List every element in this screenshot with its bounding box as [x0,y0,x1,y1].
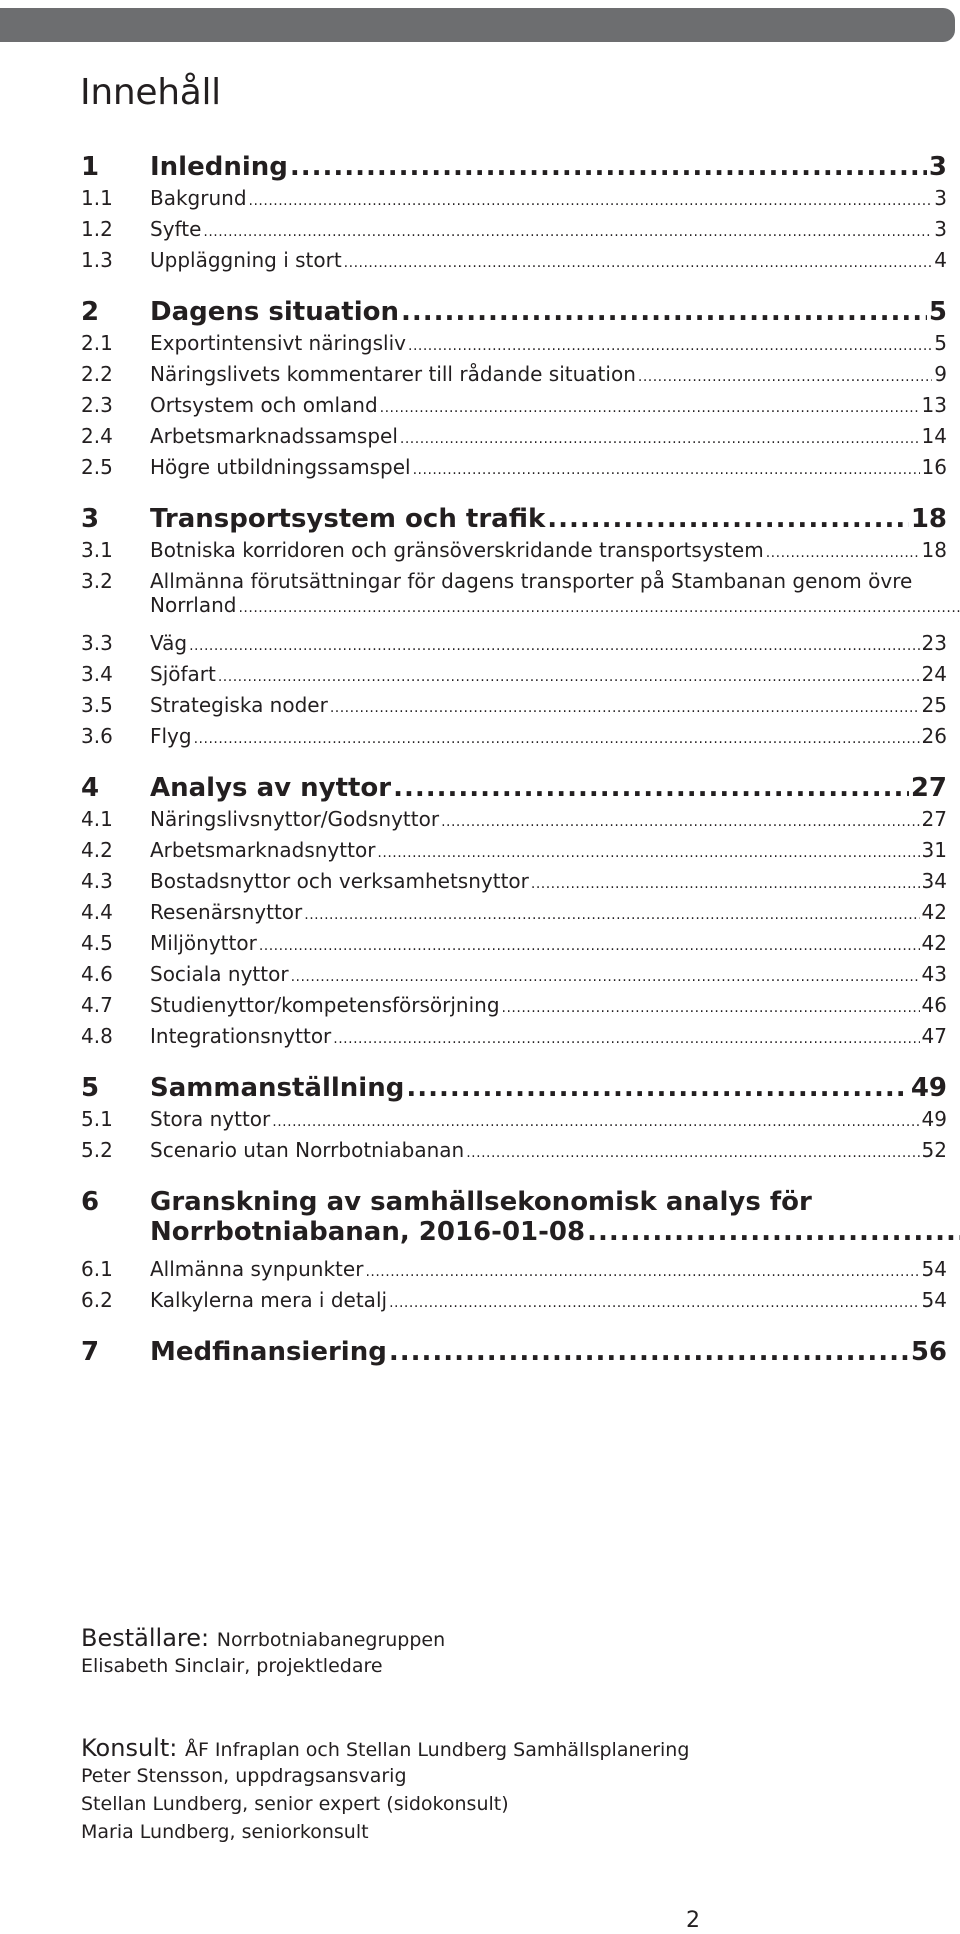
page-number: 27 [921,807,947,831]
toc-chapter[interactable] [81,1187,947,1257]
page-number: 31 [921,838,947,862]
page-number: 56 [910,1337,947,1367]
section-number: 3.1 [81,538,113,562]
toc-chapter[interactable] [81,1073,947,1107]
section-title: Bostadsnyttor och verksamhetsnyttor [150,869,529,893]
section-number: 4.4 [81,900,113,924]
section-title: Näringslivsnyttor/Godsnyttor [150,807,440,831]
dot-leader [333,1031,919,1047]
section-number: 4.5 [81,931,113,955]
toc-section[interactable] [81,217,947,248]
consultant-person: Maria Lundberg, seniorkonsult [81,1821,369,1843]
dot-leader [290,152,927,182]
dot-leader [344,255,933,271]
section-number: 4.8 [81,1024,113,1048]
section-title: Näringslivets kommentarer till rådande situation [150,362,636,386]
page-number: 26 [921,724,947,748]
section-number: 5.1 [81,1107,113,1131]
toc-section[interactable] [81,186,947,217]
chapter-title: Transportsystem och trafik [150,504,546,534]
section-title: Miljönyttor [150,931,257,955]
table-of-contents [81,152,947,1371]
chapter-title: Medfinansiering [150,1337,387,1367]
page-number: 34 [921,869,947,893]
page-number: 47 [921,1024,947,1048]
chapter-title: Inledning [150,152,288,182]
dot-leader [389,1337,909,1367]
chapter-number: 3 [81,504,100,534]
section-title: Allmänna synpunkter [150,1257,364,1281]
page-number: 13 [921,393,947,417]
section-number: 3.3 [81,631,113,655]
section-title: Uppläggning i stort [150,248,342,272]
section-title: Studienyttor/kompetensförsörjning [150,993,500,1017]
page-number: 5 [928,297,947,327]
dot-leader [365,1264,919,1280]
page-number: 3 [934,186,947,210]
dot-leader [638,369,932,385]
toc-section[interactable] [81,869,947,900]
toc-section[interactable] [81,900,947,931]
page-number: 54 [921,1257,947,1281]
page-number: 14 [921,424,947,448]
page-number: 43 [921,962,947,986]
page-number: 46 [921,993,947,1017]
section-number: 5.2 [81,1138,113,1162]
page-number: 3 [928,152,947,182]
dot-leader [380,400,920,416]
page-number: 23 [921,631,947,655]
dot-leader [218,669,920,685]
page-number: 16 [921,455,947,479]
chapter-number: 4 [81,773,100,803]
section-title: Ortsystem och omland [150,393,378,417]
dot-leader [272,1114,919,1130]
header-bar [0,8,955,42]
toc-section[interactable] [81,1257,947,1288]
section-number: 6.2 [81,1288,113,1312]
section-number: 2.5 [81,455,113,479]
toc-chapter[interactable] [81,297,947,331]
dot-leader [766,545,920,561]
page-number: 27 [910,773,947,803]
section-title: Allmänna förutsättningar för dagens transporter på Stambanan genom övre [150,569,913,593]
page-title: Innehåll [80,72,221,113]
toc-section[interactable] [81,1138,947,1169]
chapter-title: Granskning av samhällsekonomisk analys för [150,1187,812,1217]
chapter-title-continued: Norrbotniabanan, 2016-01-08 [150,1217,586,1247]
page-number: 3 [934,217,947,241]
chapter-number: 7 [81,1337,100,1367]
section-title: Syfte [150,217,202,241]
dot-leader [531,876,920,892]
consultant-name: ÅF Infraplan och Stellan Lundberg Samhällsplanering [184,1739,690,1761]
toc-section[interactable] [81,962,947,993]
dot-leader [189,638,919,654]
section-title: Arbetsmarknadsnyttor [150,838,376,862]
chapter-number: 2 [81,297,100,327]
page-number: 18 [921,538,947,562]
dot-leader [413,462,920,478]
page-number: 42 [921,931,947,955]
toc-chapter[interactable] [81,504,947,538]
consultant-person: Peter Stensson, uppdragsansvarig [81,1765,407,1787]
page-number: 5 [934,331,947,355]
page-number: 49 [921,1107,947,1131]
client-name: Norrbotniabanegruppen [216,1629,446,1651]
dot-leader [466,1145,919,1161]
consultant-person: Stellan Lundberg, senior expert (sidokonsult) [81,1793,509,1815]
chapter-number: 5 [81,1073,100,1103]
toc-section[interactable] [81,1107,947,1138]
dot-leader [249,193,933,209]
section-title: Botniska korridoren och gränsöverskridande transportsystem [150,538,764,562]
chapter-title: Dagens situation [150,297,399,327]
section-title: Flyg [150,724,192,748]
section-title: Väg [150,631,188,655]
section-number: 3.5 [81,693,113,717]
page-number: 42 [921,900,947,924]
toc-chapter[interactable] [81,773,947,807]
client-credits [81,1624,901,1680]
dot-leader [330,700,920,716]
client-person: Elisabeth Sinclair, projektledare [81,1655,383,1677]
dot-leader [400,431,920,447]
section-title: Resenärsnyttor [150,900,303,924]
section-number: 4.1 [81,807,113,831]
section-title: Bakgrund [150,186,247,210]
toc-section[interactable] [81,693,947,724]
consultant-role-label: Konsult: [81,1734,178,1762]
dot-leader [389,1295,919,1311]
page-number: 52 [921,1138,947,1162]
section-number: 2.3 [81,393,113,417]
dot-leader [547,504,909,534]
client-role-label: Beställare: [81,1624,210,1652]
section-title: Scenario utan Norrbotniabanan [150,1138,465,1162]
dot-leader [401,297,927,327]
toc-section[interactable] [81,838,947,869]
toc-section[interactable] [81,631,947,662]
page-number: 9 [934,362,947,386]
page-number: 24 [921,662,947,686]
toc-section[interactable] [81,662,947,693]
chapter-number: 6 [81,1187,100,1217]
section-number: 4.7 [81,993,113,1017]
section-title-continued: Norrland [150,593,237,617]
section-number: 4.3 [81,869,113,893]
dot-leader [408,338,932,354]
dot-leader [502,1000,920,1016]
dot-leader [291,969,920,985]
consultant-credits [81,1734,901,1846]
section-number: 2.1 [81,331,113,355]
section-title: Kalkylerna mera i detalj [150,1288,388,1312]
dot-leader [259,938,920,954]
section-title: Arbetsmarknadssamspel [150,424,398,448]
toc-section[interactable] [81,569,947,631]
toc-section[interactable] [81,807,947,838]
dot-leader [406,1073,908,1103]
toc-section[interactable] [81,331,947,362]
toc-section[interactable] [81,1024,947,1055]
section-number: 4.6 [81,962,113,986]
dot-leader [304,907,919,923]
section-title: Exportintensivt näringsliv [150,331,406,355]
toc-chapter[interactable] [81,152,947,186]
section-title: Högre utbildningssamspel [150,455,411,479]
section-number: 2.4 [81,424,113,448]
dot-leader [587,1217,960,1247]
chapter-title: Sammanställning [150,1073,405,1103]
page-number: 54 [921,1288,947,1312]
toc-section[interactable] [81,1288,947,1319]
section-number: 2.2 [81,362,113,386]
section-number: 3.2 [81,569,113,593]
page-number: 25 [921,693,947,717]
dot-leader [238,600,960,616]
dot-leader [203,224,932,240]
section-number: 1.2 [81,217,113,241]
toc-section[interactable] [81,393,947,424]
chapter-number: 1 [81,152,100,182]
toc-section[interactable] [81,248,947,279]
section-number: 1.3 [81,248,113,272]
toc-section[interactable] [81,362,947,393]
toc-section[interactable] [81,424,947,455]
section-title: Sociala nyttor [150,962,289,986]
section-number: 4.2 [81,838,113,862]
toc-section[interactable] [81,538,947,569]
dot-leader [377,845,919,861]
page-number: 4 [934,248,947,272]
chapter-title: Analys av nyttor [150,773,392,803]
section-number: 3.4 [81,662,113,686]
dot-leader [393,773,909,803]
toc-section[interactable] [81,455,947,486]
dot-leader [441,814,919,830]
page-number: 18 [910,504,947,534]
section-title: Integrationsnyttor [150,1024,332,1048]
toc-section[interactable] [81,931,947,962]
toc-chapter[interactable] [81,1337,947,1371]
toc-section[interactable] [81,724,947,755]
section-title: Strategiska noder [150,693,328,717]
footer-page-number: 2 [686,1908,700,1933]
page-number: 49 [910,1073,947,1103]
section-title: Stora nyttor [150,1107,271,1131]
section-title: Sjöfart [150,662,216,686]
section-number: 6.1 [81,1257,113,1281]
toc-section[interactable] [81,993,947,1024]
dot-leader [194,731,920,747]
section-number: 3.6 [81,724,113,748]
section-number: 1.1 [81,186,113,210]
